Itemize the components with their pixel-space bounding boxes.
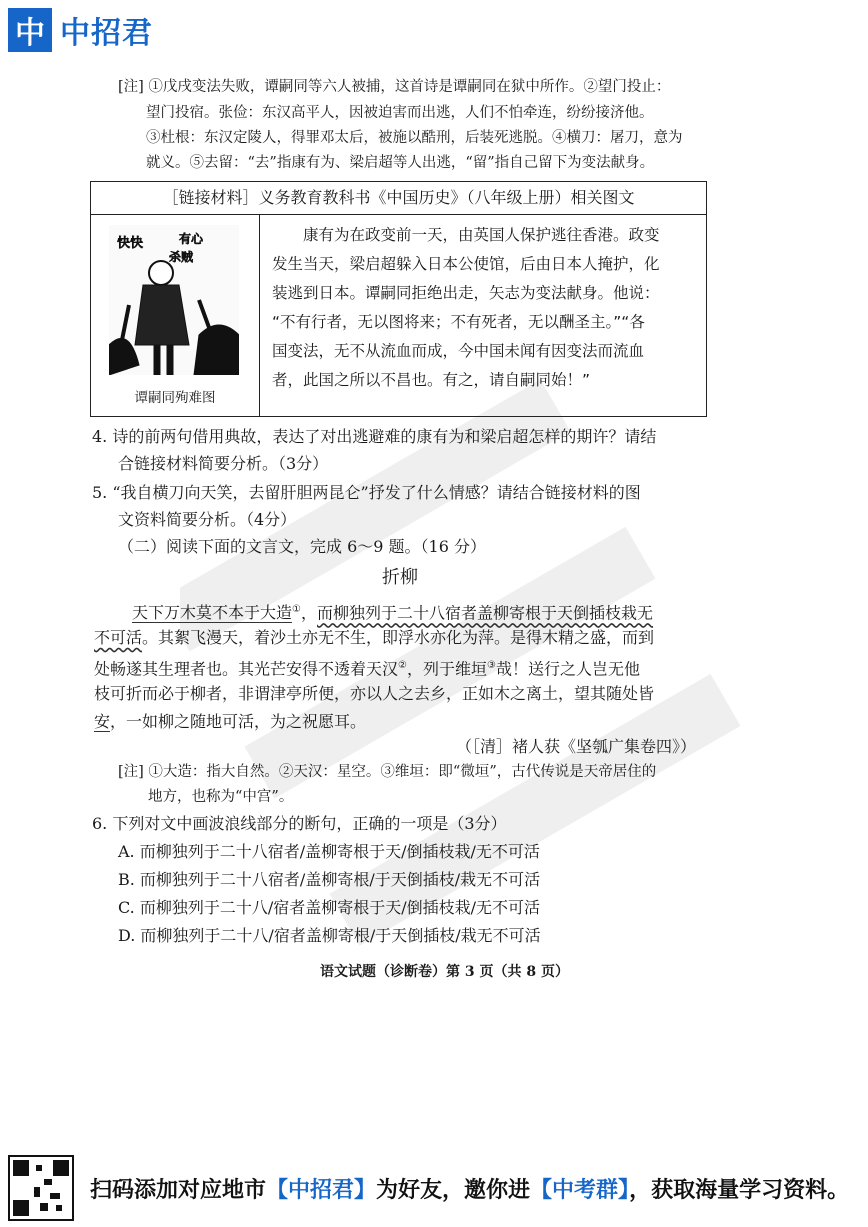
footnote-1: ① [292, 604, 301, 615]
passage-text: 处畅遂其生理者也。其光芒安得不透着天汉 [94, 659, 399, 679]
note2-line-1: [注] ①大造：指大自然。②天汉：星空。③维垣：即“微垣”，古代传说是天帝居住的 [118, 764, 657, 780]
note2-line-2: 地方，也称为“中宫”。 [148, 789, 294, 805]
link-text-line-3: 装逃到日本。谭嗣同拒绝出走，矢志为变法献身。他说： [272, 284, 660, 302]
footnote-3: ③ [487, 660, 496, 671]
svg-text:有心: 有心 [179, 232, 204, 246]
passage-text: 。其絮飞漫天，着沙土亦无不生，即浮水亦化为萍。是得木精之盛，而到 [142, 628, 655, 647]
qr-code-icon[interactable] [8, 1155, 74, 1221]
link-material-text [260, 215, 707, 417]
promo-part: 为好友，邀你进 [376, 1177, 531, 1203]
underlined-phrase-1: 天下万木莫不本于大造 [132, 603, 293, 623]
passage-text: ，列于维垣 [406, 659, 487, 679]
svg-text:快快: 快快 [117, 236, 144, 251]
passage-source: （［清］褚人获《坚瓠广集卷四》） [456, 737, 697, 756]
note1-line-4: 就义。⑤去留：“去”指康有为、梁启超等人出逃，“留”指自己留下为变法献身。 [146, 155, 655, 171]
link-text-line-1: 康有为在政变前一天，由英国人保护逃往香港。政变 [272, 226, 660, 244]
note1-line-1: [注] ①戊戌变法失败，谭嗣同等六人被捕，这首诗是谭嗣同在狱中所作。②望门投止： [118, 79, 671, 95]
comma: ， [300, 603, 317, 623]
link-text-line-6: 者，此国之所以不昌也。有之，请自嗣同始！” [272, 371, 591, 389]
passage-line-2 [94, 623, 654, 652]
passage-line-4: 枝可折而必于柳者，非谓津亭所便，亦以人之去乡，正如木之离土，望其随处皆 [94, 684, 655, 703]
promo-part: 扫码添加对应地市 [90, 1177, 267, 1203]
link-text-line-2: 发生当天，梁启超躲入日本公使馆，后由日本人掩护，化 [272, 255, 660, 273]
promo-text [90, 1173, 849, 1204]
q6-option-c[interactable]: C. 而柳独列于二十八/宿者盖柳寄根于天/倒插枝栽/无不可活 [118, 898, 541, 917]
link-material-header: ［链接材料］义务教育教科书《中国历史》（八年级上册）相关图文 [91, 182, 707, 215]
footnote-2: ② [398, 660, 407, 671]
promo-bar [8, 1155, 849, 1221]
q6-option-a[interactable]: A. 而柳独列于二十八宿者/盖柳寄根于天/倒插枝栽/无不可活 [118, 842, 540, 861]
wavy-phrase-2: 不可活 [94, 628, 143, 647]
brand-logo [8, 8, 153, 52]
wavy-phrase-1: 而柳独列于二十八宿者盖柳寄根于天倒插枝栽无 [317, 603, 654, 623]
logo-icon: 中 [8, 8, 52, 52]
illustration-caption: 谭嗣同殉难图 [134, 390, 216, 406]
link-text-line-4: “不有行者，无以图将来；不有死者，无以酬圣主。”“各 [272, 313, 645, 331]
section2-heading: （二）阅读下面的文言文，完成 6～9 题。（16 分） [118, 537, 486, 556]
brand-name: 中招君 [60, 16, 153, 51]
link-text-line-5: 国变法，无不从流血而成，今中国未闻有因变法而流血 [272, 342, 645, 360]
passage-title: 折柳 [382, 567, 418, 588]
illustration-cell [91, 215, 260, 417]
promo-highlight-group: 【中考群】 [530, 1177, 630, 1203]
passage-line-5 [94, 707, 366, 736]
q6-option-d[interactable]: D. 而柳独列于二十八/宿者盖柳寄根/于天倒插枝/栽无不可活 [118, 926, 541, 945]
link-material-box [90, 181, 707, 417]
martyrdom-illustration [109, 225, 239, 375]
promo-part: ，获取海量学习资料。 [629, 1177, 850, 1203]
note1-line-2: 望门投宿。张俭：东汉高平人，因被迫害而出逃，人们不怕牵连，纷纷接济他。 [146, 105, 654, 121]
svg-text:杀贼: 杀贼 [169, 250, 194, 264]
q6-stem: 6. 下列对文中画波浪线部分的断句，正确的一项是（3分） [92, 814, 507, 833]
promo-highlight-brand: 【中招君】 [266, 1177, 377, 1203]
underlined-phrase-2: 安 [94, 712, 111, 731]
q6-option-b[interactable]: B. 而柳独列于二十八宿者/盖柳寄根/于天倒插枝/栽无不可活 [118, 870, 541, 889]
page-footer: 语文试题（诊断卷）第 3 页（共 8 页） [320, 964, 569, 980]
q4-line-1: 4. 诗的前两句借用典故，表达了对出逃避难的康有为和梁启超怎样的期许？请结 [92, 427, 657, 446]
q5-line-1: 5. “我自横刀向天笑，去留肝胆两昆仑”抒发了什么情感？请结合链接材料的图 [92, 483, 641, 502]
passage-text: 哉！送行之人岂无他 [495, 659, 640, 679]
passage-text: ，一如柳之随地可活，为之祝愿耳。 [110, 712, 367, 731]
note1-line-3: ③杜根：东汉定陵人，得罪邓太后，被施以酷刑，后装死逃脱。④横刀：屠刀，意为 [146, 130, 683, 146]
q5-line-2: 文资料简要分析。（4分） [118, 510, 297, 529]
q4-line-2: 合链接材料简要分析。（3分） [118, 454, 329, 473]
